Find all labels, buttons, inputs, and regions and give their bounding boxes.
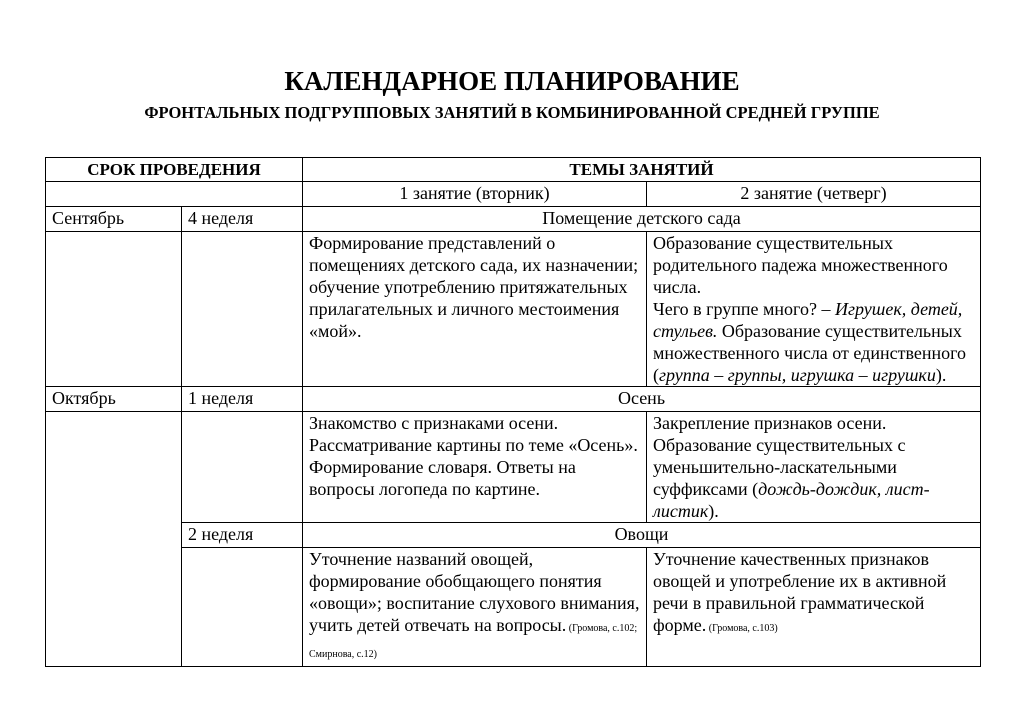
document-title: КАЛЕНДАРНОЕ ПЛАНИРОВАНИЕ	[284, 66, 740, 96]
table-row	[46, 232, 981, 387]
lesson-2-text: ).	[708, 501, 719, 521]
lesson-2-cell	[647, 232, 981, 387]
table-row	[46, 412, 981, 523]
subheader-empty	[46, 182, 303, 207]
header-topics: ТЕМЫ ЗАНЯТИЙ	[303, 158, 981, 182]
month-empty-cell	[46, 232, 182, 387]
week-cell: 1 неделя	[182, 387, 303, 412]
topic-cell: Осень	[303, 387, 981, 412]
lesson-2-reference: (Громова, с.103)	[706, 623, 778, 634]
lesson-1-text: Уточнение названий овощей, формирование обобщающего понятия «овощи»; воспитание слухового внимания, учить детей отвечать на вопросы.	[309, 549, 640, 635]
header-period: СРОК ПРОВЕДЕНИЯ	[46, 158, 303, 182]
header-lesson-2: 2 занятие (четверг)	[647, 182, 981, 207]
week-empty-cell	[182, 548, 303, 667]
week-empty-cell	[182, 232, 303, 387]
week-empty-cell	[182, 412, 303, 523]
lesson-1-cell	[303, 548, 647, 667]
lesson-2-cell	[647, 412, 981, 523]
lesson-1-cell: Формирование представлений о помещениях детского сада, их назначении; обучение употреблению притяжательных прилагательных и личного местоимения «мой».	[303, 232, 647, 387]
lesson-2-italic: дождь-дождик, лист-листик	[653, 479, 930, 521]
month-empty-cell	[46, 412, 182, 667]
table-header-row	[46, 158, 981, 182]
table-row	[46, 548, 981, 667]
lesson-2-text: Образование существительных родительного падежа множественного числа.	[653, 233, 948, 297]
lesson-2-text: Уточнение качественных признаков овощей и употребление их в активной речи в правильной грамматической форме.	[653, 549, 947, 635]
table-row	[46, 523, 981, 548]
table-subheader-row	[46, 182, 981, 207]
plan-table	[45, 157, 981, 667]
table-row	[46, 207, 981, 232]
topic-cell: Овощи	[303, 523, 981, 548]
topic-cell: Помещение детского сада	[303, 207, 981, 232]
month-cell: Сентябрь	[46, 207, 182, 232]
table-row	[46, 387, 981, 412]
month-cell: Октябрь	[46, 387, 182, 412]
header-lesson-1: 1 занятие (вторник)	[303, 182, 647, 207]
lesson-1-cell: Знакомство с признаками осени. Рассматривание картины по теме «Осень». Формирование словаря. Ответы на вопросы логопеда по картине.	[303, 412, 647, 523]
lesson-2-text: ).	[935, 365, 947, 385]
lesson-2-text: Образование существительных множественного числа от единственного (	[653, 321, 967, 385]
document-subtitle: ФРОНТАЛЬНЫХ ПОДГРУППОВЫХ ЗАНЯТИЙ В КОМБИНИРОВАННОЙ СРЕДНЕЙ ГРУППЕ	[144, 103, 880, 122]
lesson-2-cell	[647, 548, 981, 667]
week-cell: 4 неделя	[182, 207, 303, 232]
week-cell: 2 неделя	[182, 523, 303, 548]
lesson-2-text: Чего в группе много? –	[653, 299, 835, 319]
lesson-2-text: Закрепление признаков осени. Образование существительных с уменьшительно-ласкательными суффиксами (	[653, 413, 906, 499]
lesson-1-reference: (Громова, с.102; Смирнова, с.12)	[309, 623, 638, 660]
lesson-2-italic: Игрушек, детей, стульев.	[653, 299, 963, 341]
lesson-2-italic: группа – группы, игрушка – игрушки	[659, 365, 936, 385]
